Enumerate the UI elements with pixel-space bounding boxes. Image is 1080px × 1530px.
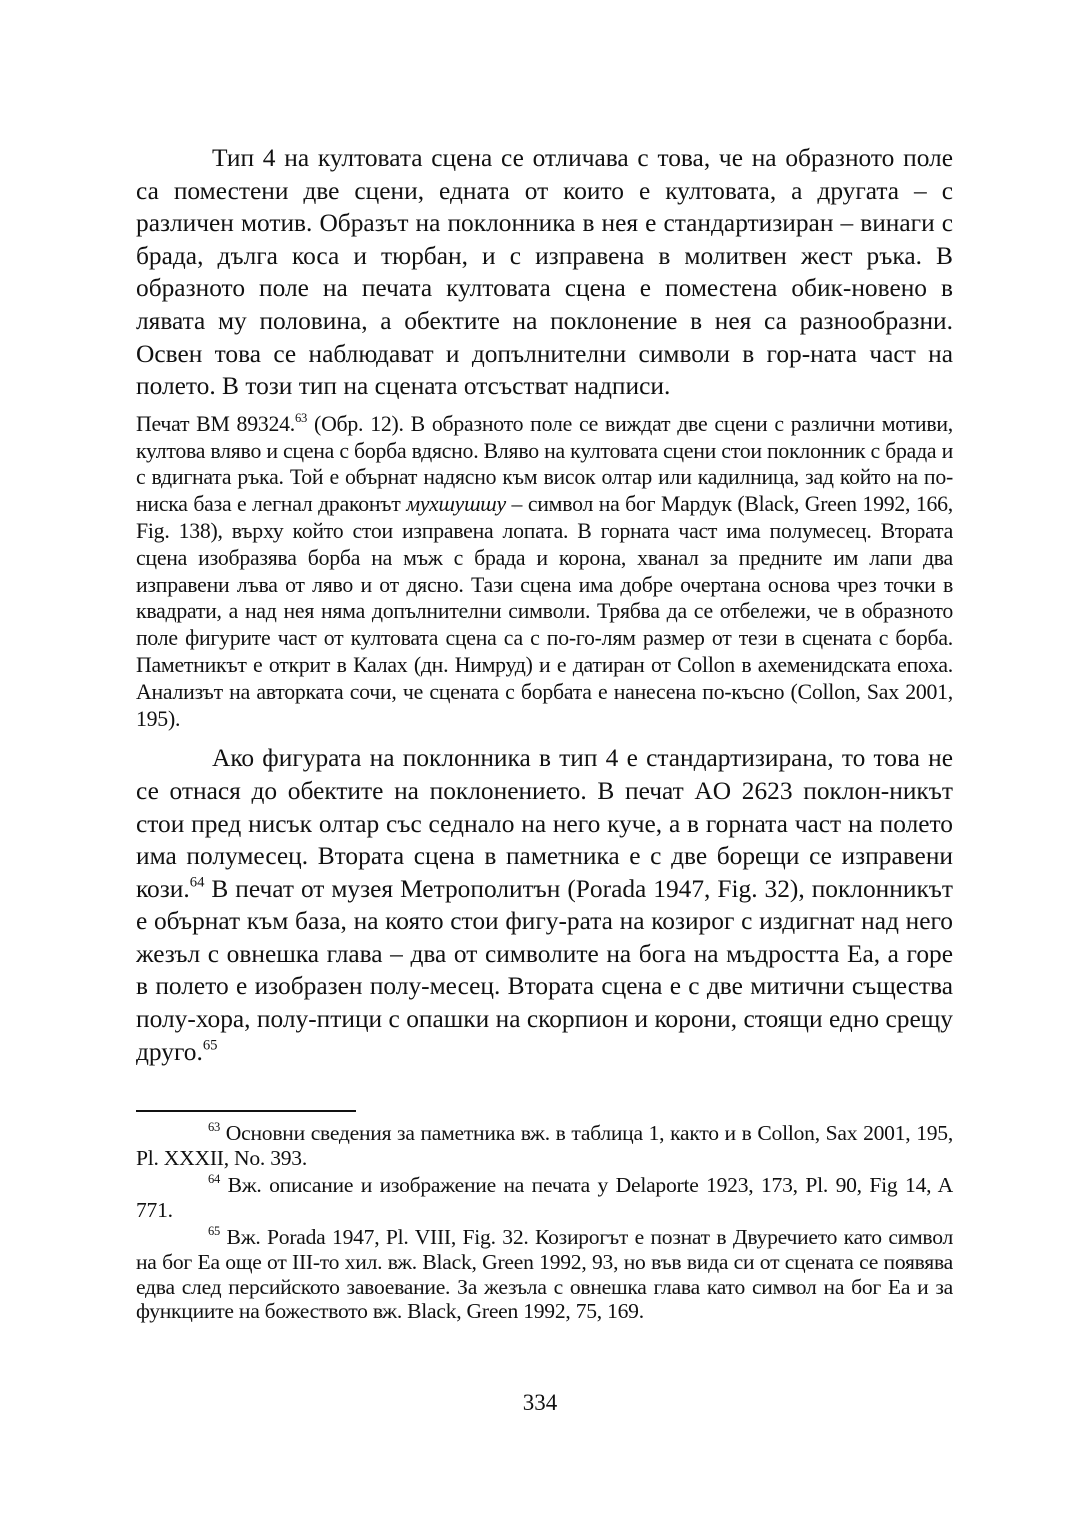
page-number: 334 — [522, 1390, 558, 1415]
footnote-65 — [136, 1225, 953, 1323]
paragraph-seal-bm89324 — [136, 411, 953, 733]
footnote-text: Вж. описание и изображение на печата у Delaporte 1923, 173, Pl. 90, Fig 14, A 771. — [136, 1173, 953, 1222]
footnote-ref-63[interactable]: 63 — [294, 410, 308, 425]
footnote-number: 65 — [208, 1224, 221, 1239]
seal-text-2: (Обр. 12). В образното поле се виждат две сцени с различни мотиви, култова вляво и сцена с борба вдясно. Вляво на култовата сцени стои поклонник с брада и с вдигната ръка. Той е обърнат надясно към висок олтар или кадилница, зад който на по-ниска база е легнал драконът — [136, 411, 953, 517]
paragraph-worship-objects — [136, 742, 953, 1068]
para3-text-1: Ако фигурата на поклонника в тип 4 е стандартизирана, то това не се отнася до обектите на поклонението. В печат AO 2623 поклон-никът стои пред нисък олтар със седнало на него куче, а в горната част на полето има полумесец. Втората сцена в паметника е с две борещи се изправени кози. — [136, 744, 953, 903]
seal-text-1: Печат BM 89324. — [136, 411, 295, 436]
paragraph-type4-intro: Тип 4 на култовата сцена се отличава с това, че на образното поле са поместени две сцени, едната от които е култовата, а другата – с различен мотив. Образът на поклонника в нея е стандартизиран – винаги с брада, дълга коса и тюрбан, и с изправена в молитвен жест ръка. В образното поле на печата култовата сцена е поместена обик-новено в лявата му половина, а обектите на поклонение в нея са разнообразни. Освен това се наблюдават и допълнителни символи в гор-ната част на полето. В този тип на сцената отсъстват надписи. — [136, 144, 953, 401]
footnotes — [136, 1121, 953, 1327]
footnote-text: Основни сведения за паметника вж. в таблица 1, както и в Collon, Sax 2001, 195, Pl. XXXII, No. 393. — [136, 1121, 953, 1170]
footnote-number: 63 — [208, 1119, 221, 1134]
footnote-text: Вж. Porada 1947, Pl. VIII, Fig. 32. Козирогът е познат в Двуречието като символ на бог Еа още от III-то хил. вж. Black, Green 1992, 93, но във вида си от сцената се появява едва след персийското завоевание. За жезъла с овнешка глава като символ на бог Еа и за функциите на божеството вж. Black, Green 1992, 75, 169. — [136, 1225, 953, 1324]
footnote-ref-65[interactable]: 65 — [202, 1037, 218, 1054]
footnote-ref-64[interactable]: 64 — [189, 874, 205, 891]
footnote-separator — [136, 1110, 356, 1112]
footnote-64 — [136, 1173, 953, 1222]
footnote-number: 64 — [208, 1172, 221, 1187]
seal-text-3: – символ на бог Мардук (Black, Green 1992, 166, Fig. 138), върху който стои изправена лопата. В горната част има полумесец. Втората сцена изобразява борба на мъж с брада и корона, хванал за предните им лапи два изправени лъва от ляво и от дясно. Тази сцена има добре очертана основа чрез точки в квадрати, а над нея няма допълнителни символи. Трябва да се отбележи, че в образното поле фигурите част от култовата сцена са с по-го-лям размер от тези в сцената с борба. Паметникът е открит в Калах (дн. Нимруд) и е датиран от Collon в ахеменидската епоха. Анализът на авторката сочи, че сцената с борбата е нанесена по-късно (Collon, Sax 2001, 195). — [136, 492, 953, 731]
para3-text-2: В печат от музея Метрополитън (Porada 1947, Fig. 32), поклонникът е обърнат към база, на която стои фигу-рата на козирог с издигнат над него жезъл с овнешка глава – два от символите на бога на мъдростта Еа, а горе в полето е изобразен полу-месец. Втората сцена е с две митични същества полу-хора, полу-птици с опашки на скорпион и корони, стоящи едно срещу друго. — [136, 874, 953, 1066]
page-body — [136, 142, 953, 1068]
footnote-63 — [136, 1121, 953, 1170]
seal-italic-term: мухшушшу — [406, 492, 506, 517]
